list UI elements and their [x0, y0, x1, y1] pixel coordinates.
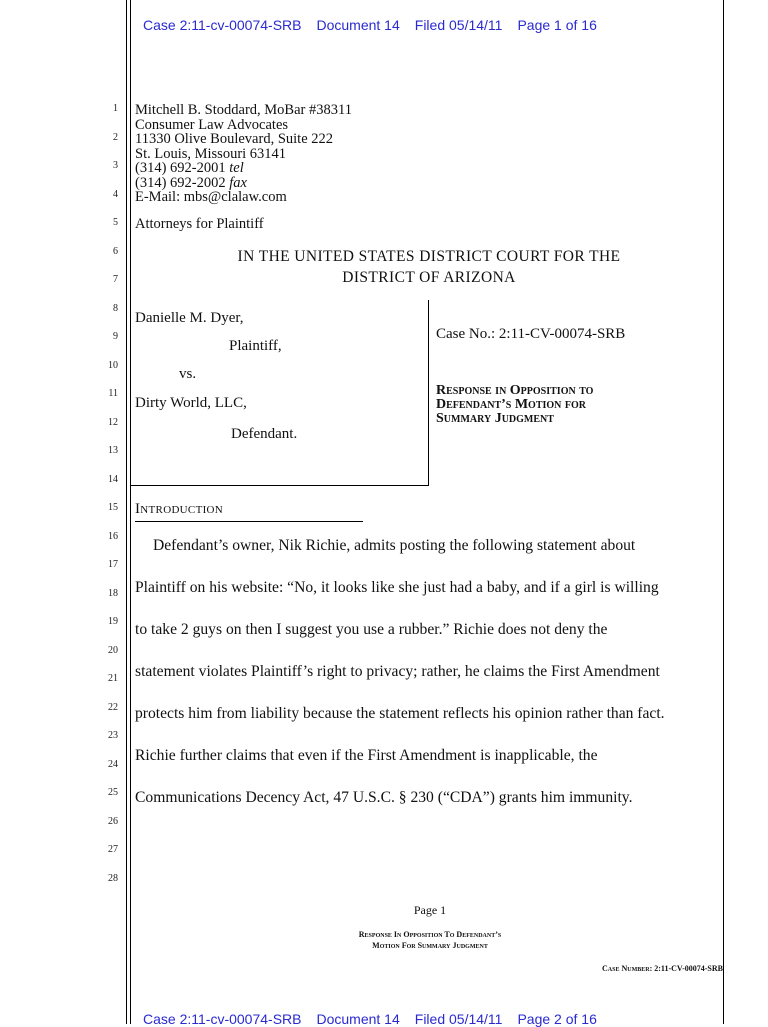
line-number: 18: [108, 588, 118, 599]
header-filed-date: Filed 05/14/11: [414, 1011, 503, 1027]
header-page: Page 2 of 16: [517, 1011, 597, 1027]
attorney-name: Mitchell B. Stoddard, MoBar #38311: [135, 102, 352, 118]
telephone-number: (314) 692-2001: [135, 160, 226, 176]
body-line: Communications Decency Act, 47 U.S.C. § 230 (“CDA”) grants him immunity.: [135, 789, 633, 806]
line-number: 2: [113, 132, 118, 143]
caption-divider-horizontal: [130, 485, 429, 486]
line-number: 22: [108, 702, 118, 713]
line-number: 28: [108, 873, 118, 884]
line-number: 4: [113, 189, 118, 200]
attorney-email: E-Mail: mbs@clalaw.com: [135, 189, 287, 205]
line-number: 10: [108, 360, 118, 371]
line-number: 1: [113, 103, 118, 114]
defendant-name: Dirty World, LLC,: [135, 395, 247, 411]
versus: vs.: [179, 366, 197, 382]
left-margin-rule-inner: [130, 0, 131, 1024]
line-number: 15: [108, 502, 118, 513]
plaintiff-label: Plaintiff,: [229, 338, 282, 354]
attorneys-for: Attorneys for Plaintiff: [135, 216, 264, 232]
attorney-block: [135, 103, 352, 205]
line-number: 6: [113, 246, 118, 257]
line-number: 25: [108, 787, 118, 798]
line-number: 23: [108, 730, 118, 741]
line-number: 20: [108, 645, 118, 656]
footer-title-line-1: Response In Opposition To Defendant’s: [358, 930, 502, 939]
document-title-line-2: Defendant’s Motion for: [436, 397, 587, 412]
header-filed-date: Filed 05/14/11: [414, 17, 503, 33]
attorney-city: St. Louis, Missouri 63141: [135, 145, 287, 162]
case-number: Case No.: 2:11-CV-00074-SRB: [436, 326, 626, 342]
defendant-label: Defendant.: [231, 426, 298, 442]
header-page: Page 1 of 16: [517, 17, 597, 33]
line-number: 16: [108, 531, 118, 542]
document-title-line-3: Summary Judgment: [436, 411, 554, 426]
document-title-line-1: Response in Opposition to: [436, 383, 594, 398]
court-title-line-1: IN THE UNITED STATES DISTRICT COURT FOR THE: [237, 248, 621, 265]
body-line: to take 2 guys on then I suggest you use a rubber.” Richie does not deny the: [135, 621, 608, 638]
document-title: [436, 384, 593, 426]
fax-number: (314) 692-2002: [135, 174, 226, 191]
ecf-header-bottom: [143, 1011, 612, 1027]
line-number: 9: [113, 331, 118, 342]
section-heading: Introduction: [135, 501, 224, 517]
header-document: Document 14: [316, 1011, 400, 1027]
line-number: 21: [108, 673, 118, 684]
court-title-line-2: DISTRICT OF ARIZONA: [342, 269, 516, 286]
body-line: statement violates Plaintiff’s right to privacy; rather, he claims the First Amendment: [135, 663, 660, 680]
footer-page-number: Page 1: [413, 903, 447, 917]
attorney-street: 11330 Olive Boulevard, Suite 222: [135, 131, 334, 147]
line-number: 8: [113, 303, 118, 314]
line-number: 12: [108, 417, 118, 428]
section-heading-underline: [135, 521, 363, 522]
left-margin-rule-outer: [126, 0, 127, 1024]
attorney-fax: [135, 176, 352, 191]
line-number: 19: [108, 616, 118, 627]
body-line: Defendant’s owner, Nik Richie, admits posting the following statement about: [153, 537, 636, 554]
attorney-firm: Consumer Law Advocates: [135, 116, 289, 133]
line-number: 14: [108, 474, 118, 485]
fax-label: fax: [229, 174, 247, 191]
attorney-telephone: [135, 161, 352, 176]
line-number: 11: [108, 388, 118, 399]
header-case-number: Case 2:11-cv-00074-SRB: [143, 1011, 302, 1027]
body-line: Richie further claims that even if the First Amendment is inapplicable, the: [135, 747, 598, 764]
line-number: 27: [108, 844, 118, 855]
line-number: 24: [108, 759, 118, 770]
header-document: Document 14: [316, 17, 400, 33]
line-number: 26: [108, 816, 118, 827]
footer-title-line-2: Motion For Summary Judgment: [372, 941, 488, 950]
ecf-header-top: [143, 17, 612, 33]
body-line: protects him from liability because the statement reflects his opinion rather than fact.: [135, 705, 665, 722]
line-number: 17: [108, 559, 118, 570]
line-number: 7: [113, 274, 118, 285]
caption-divider-vertical: [428, 300, 429, 486]
right-margin-rule: [723, 0, 724, 1024]
body-line: Plaintiff on his website: “No, it looks like she just had a baby, and if a girl is willing: [135, 579, 659, 596]
line-number: 13: [108, 445, 118, 456]
header-case-number: Case 2:11-cv-00074-SRB: [143, 17, 302, 33]
telephone-label: tel: [229, 160, 244, 176]
footer-case-number: Case Number: 2:11-CV-00074-SRB: [602, 964, 723, 973]
plaintiff-name: Danielle M. Dyer,: [135, 310, 244, 326]
line-number: 5: [113, 217, 118, 228]
line-number: 3: [113, 160, 118, 171]
